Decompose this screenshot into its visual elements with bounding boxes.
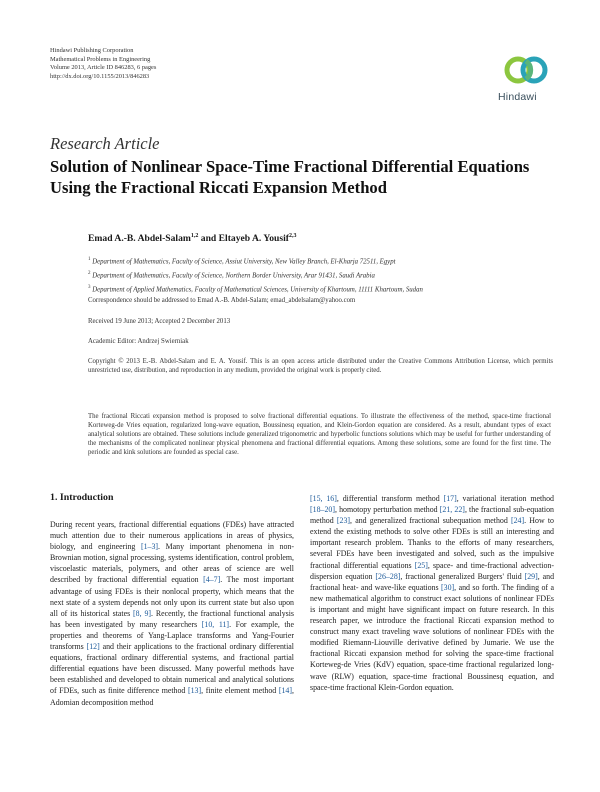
introduction-column-left [50, 519, 294, 708]
body-text: . How to extend the existing methods to solve other FDEs is still an interesting and important research problem. Thanks to the efforts of many researchers, several FDEs have been investigated and solved, such as the impulsive fractional differential equations [310, 516, 554, 570]
affiliation [88, 282, 558, 296]
citation-link[interactable]: [26–28] [375, 571, 401, 581]
body-text: , homotopy perturbation method [334, 505, 440, 515]
body-text: During recent years, fractional differential equations (FDEs) have attracted much attention due to their numerous applications in areas of physics, biology, and engineering [50, 520, 294, 552]
author-conjunction: and [198, 233, 219, 245]
publication-info [50, 47, 156, 81]
author-list [88, 233, 296, 244]
citation-link[interactable]: [17] [443, 494, 457, 503]
volume-info: Volume 2013, Article ID 846283, 6 pages [50, 64, 157, 72]
citation-link[interactable]: [24] [510, 516, 525, 526]
author-affil-marks: 2,3 [288, 233, 297, 239]
journal-name: Mathematical Problems in Engineering [50, 55, 151, 63]
abstract: The fractional Riccati expansion method is proposed to solve fractional differential equations. To illustrate the effectiveness of the method, space-time fractional Korteweg-de Vries equation, regularized long-wave equation, Boussinesq equation, and Klein-Gordon equation are considered. As a result, abundant types of exact analytical solutions are obtained. These solutions include generalized trigonometric and hyperbolic functions solutions which may be useful for further understanding of the mechanisms of the complicated nonlinear physical phenomena and fractional differential equations. Among these solutions, some are found for the first time. The periodic and kink solutions are founded as special case. [88, 413, 551, 457]
citation-link[interactable]: [23] [336, 516, 351, 526]
citation-link[interactable]: [10, 11] [201, 619, 230, 629]
affiliation-number: 2 [88, 270, 91, 276]
affiliation-number: 1 [88, 257, 91, 262]
citation-link[interactable]: [8, 9] [133, 608, 152, 618]
citation-link[interactable]: [12] [86, 642, 100, 652]
citation-link[interactable]: [18–20] [310, 505, 335, 515]
article-type: Research Article [50, 134, 160, 153]
citation-link[interactable]: [21, 22] [439, 505, 465, 515]
affiliation [88, 254, 558, 268]
hindawi-logo-text: Hindawi [498, 91, 537, 103]
body-text: , and generalized fractional subequation method [350, 516, 511, 526]
academic-editor: Academic Editor: Andrzej Swierniak [88, 338, 189, 345]
affiliation [88, 268, 558, 282]
correspondence: Correspondence should be addressed to Emad A.-B. Abdel-Salam; emad_abdelsalam@yahoo.com [88, 297, 356, 304]
article-title: Solution of Nonlinear Space-Time Fractional Differential Equations Using the Fractional Riccati Expansion Method [50, 157, 530, 197]
body-text: . For example, the properties and theorems of Yang-Laplace transforms and Yang-Fourier transforms [50, 619, 294, 652]
body-text: , differential transform method [336, 494, 444, 503]
author-affil-marks: 1,2 [190, 233, 199, 239]
citation-link[interactable]: [4–7] [203, 575, 221, 585]
citation-link[interactable]: [29] [524, 571, 538, 581]
citation-link[interactable]: [25] [414, 560, 428, 570]
body-text: , and so forth. The finding of a new mathematical algorithm to construct exact solutions of nonlinear FDEs is important and might have significant impact on future research. In this research paper, we introduce the fractional Riccati expansion method to construct many exact traveling wave solutions of nonlinear FDEs with the modified Riemann-Liouville derivative defined by Jumarie. We use the fractional Riccati expansion method for solving the space-time fractional Korteweg-de Vries (KdV) equation, space-time fractional regularized long-wave (RLW) equation, space-time fractional Boussinesq equation, and space-time fractional Klein-Gordon equation. [310, 582, 554, 692]
author-name: Eltayeb A. Yousif [218, 233, 289, 245]
citation-link[interactable]: [1–3] [140, 542, 159, 552]
body-text: . Many important phenomena in non-Brownian motion, signal processing, systems identification, control problem, viscoelastic materials, polymers, and other areas of science are well described by fractional differential equation [50, 542, 294, 585]
affiliation-number: 3 [88, 284, 91, 290]
affiliations [88, 254, 558, 295]
body-text: and their applications to the fractional ordinary differential equations, fractional ordinary differential systems, and fractional partial differential equations have been discussed. Many powerful methods have been established and developed to obtain numerical and analytical solutions of FDEs, such as finite difference method [50, 642, 294, 696]
journal-publisher: Hindawi Publishing Corporation [50, 47, 134, 54]
body-text: , fractional generalized Burgers' fluid [400, 571, 525, 581]
copyright-notice: Copyright © 2013 E.-B. Abdel-Salam and E. A. Yousif. This is an open access article distributed under the Creative Commons Attribution License, which permits unrestricted use, distribution, and reproduction in any medium, provided the original work is properly cited. [88, 358, 553, 374]
body-text: , space- and time-fractional advection-dispersion equation [310, 560, 555, 581]
body-text: , and fractional heat- and wave-like equations [310, 571, 555, 592]
affiliation-text: Department of Mathematics, Faculty of Science, Assiut University, New Valley Branch, El-Kharja 72511, Egypt [92, 258, 396, 266]
body-text: , finite element method [201, 686, 279, 696]
body-text: . The most important advantage of using FDEs is their nonlocal property, which means that the next state of a system depends not only upon its current state but also upon all of its historical states [50, 575, 295, 618]
doi-link[interactable]: http://dx.doi.org/10.1155/2013/846283 [50, 72, 150, 80]
affiliation-text: Department of Applied Mathematics, Faculty of Mathematical Sciences, University of Khartoum, 11111 Khartoum, Sudan [92, 285, 423, 293]
citation-link[interactable]: [30] [441, 582, 455, 592]
body-text: , Adomian decomposition method [50, 686, 294, 707]
author-name: Emad A.-B. Abdel-Salam [88, 233, 191, 245]
citation-link[interactable]: [13] [187, 686, 202, 696]
body-text: . Recently, the fractional functional analysis has been investigated by many researchers [50, 608, 295, 629]
body-text: , the fractional sub-equation method [310, 505, 554, 526]
body-text: , variational iteration method [456, 494, 554, 503]
introduction-column-right [310, 493, 554, 693]
affiliation-text: Department of Mathematics, Faculty of Science, Northern Border University, Arar 91431, Saudi Arabia [92, 272, 375, 280]
section-heading: 1. Introduction [50, 492, 114, 503]
citation-link[interactable]: [15, 16] [310, 494, 337, 503]
received-dates: Received 19 June 2013; Accepted 2 December 2013 [88, 318, 231, 325]
citation-link[interactable]: [14] [278, 686, 292, 696]
